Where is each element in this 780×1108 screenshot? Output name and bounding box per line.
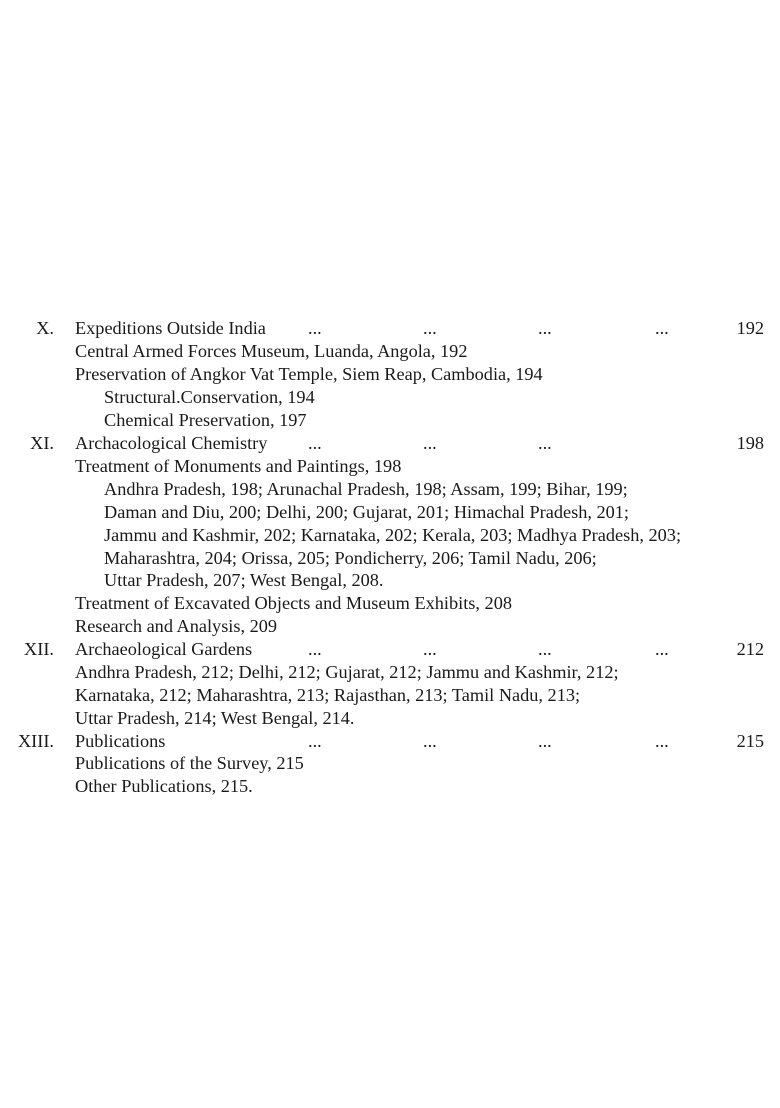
toc-section-heading (0, 730, 780, 753)
toc-entry (0, 455, 780, 478)
toc-entry (0, 363, 780, 386)
leader-dots: ... (308, 639, 322, 659)
entry-text: Chemical Preservation, 197 (104, 410, 307, 430)
toc-section-heading (0, 638, 780, 661)
toc-entry (0, 684, 780, 707)
entry-text: Karnataka, 212; Maharashtra, 213; Rajasthan, 213; Tamil Nadu, 213; (75, 685, 581, 705)
leader-dots: ... (538, 731, 552, 751)
leader-dots: ... (538, 318, 552, 338)
entry-text: Preservation of Angkor Vat Temple, Siem Reap, Cambodia, 194 (75, 364, 543, 384)
entry-text: Treatment of Excavated Objects and Museum Exhibits, 208 (75, 593, 512, 613)
entry-text: Jammu and Kashmir, 202; Karnataka, 202; Kerala, 203; Madhya Pradesh, 203; (104, 525, 682, 545)
leader-dots: ... (423, 318, 437, 338)
entry-text: Andhra Pradesh, 198; Arunachal Pradesh, 198; Assam, 199; Bihar, 199; (104, 479, 628, 499)
leader-dots: ... (308, 731, 322, 751)
toc-section-heading (0, 317, 780, 340)
leader-dots: ... (308, 318, 322, 338)
leader-dots: ... (538, 433, 552, 453)
section-numeral: XII. (24, 639, 54, 659)
leader-dots: ... (655, 731, 669, 751)
section-title: Expeditions Outside India (75, 318, 266, 338)
toc-subentry (0, 569, 780, 592)
section-numeral: XIII. (17, 731, 54, 751)
section-page-number: 192 (736, 318, 764, 338)
leader-dots: ... (308, 433, 322, 453)
entry-text: Uttar Pradesh, 207; West Bengal, 208. (104, 570, 384, 590)
leader-dots: ... (655, 318, 669, 338)
toc-entry (0, 775, 780, 798)
section-page-number: 215 (736, 731, 764, 751)
toc-subentry (0, 409, 780, 432)
toc-subentry (0, 478, 780, 501)
section-numeral: X. (36, 318, 54, 338)
section-numeral: XI. (30, 433, 54, 453)
toc-subentry (0, 524, 780, 547)
section-title: Archacological Chemistry (75, 433, 268, 453)
toc-entry (0, 661, 780, 684)
toc-subentry (0, 386, 780, 409)
toc-entry (0, 615, 780, 638)
toc-subentry (0, 501, 780, 524)
entry-text: Research and Analysis, 209 (75, 616, 278, 636)
entry-text: Andhra Pradesh, 212; Delhi, 212; Gujarat, 212; Jammu and Kashmir, 212; (75, 662, 619, 682)
toc-entry (0, 340, 780, 363)
section-title: Publications (75, 731, 166, 751)
entry-text: Central Armed Forces Museum, Luanda, Angola, 192 (75, 341, 468, 361)
toc-entry (0, 752, 780, 775)
section-title: Archaeological Gardens (75, 639, 253, 659)
leader-dots: ... (423, 639, 437, 659)
entry-text: Treatment of Monuments and Paintings, 198 (75, 456, 402, 476)
leader-dots: ... (423, 731, 437, 751)
entry-text: Uttar Pradesh, 214; West Bengal, 214. (75, 708, 355, 728)
toc-subentry (0, 547, 780, 570)
entry-text: Daman and Diu, 200; Delhi, 200; Gujarat, 201; Himachal Pradesh, 201; (104, 502, 629, 522)
leader-dots: ... (655, 639, 669, 659)
leader-dots: ... (538, 639, 552, 659)
toc-entry (0, 707, 780, 730)
entry-text: Structural.Conservation, 194 (104, 387, 315, 407)
toc-section-heading (0, 432, 780, 455)
entry-text: Maharashtra, 204; Orissa, 205; Pondicherry, 206; Tamil Nadu, 206; (104, 548, 597, 568)
leader-dots: ... (423, 433, 437, 453)
section-page-number: 198 (736, 433, 764, 453)
toc-entry (0, 592, 780, 615)
entry-text: Publications of the Survey, 215 (75, 753, 304, 773)
entry-text: Other Publications, 215. (75, 776, 253, 796)
section-page-number: 212 (736, 639, 764, 659)
